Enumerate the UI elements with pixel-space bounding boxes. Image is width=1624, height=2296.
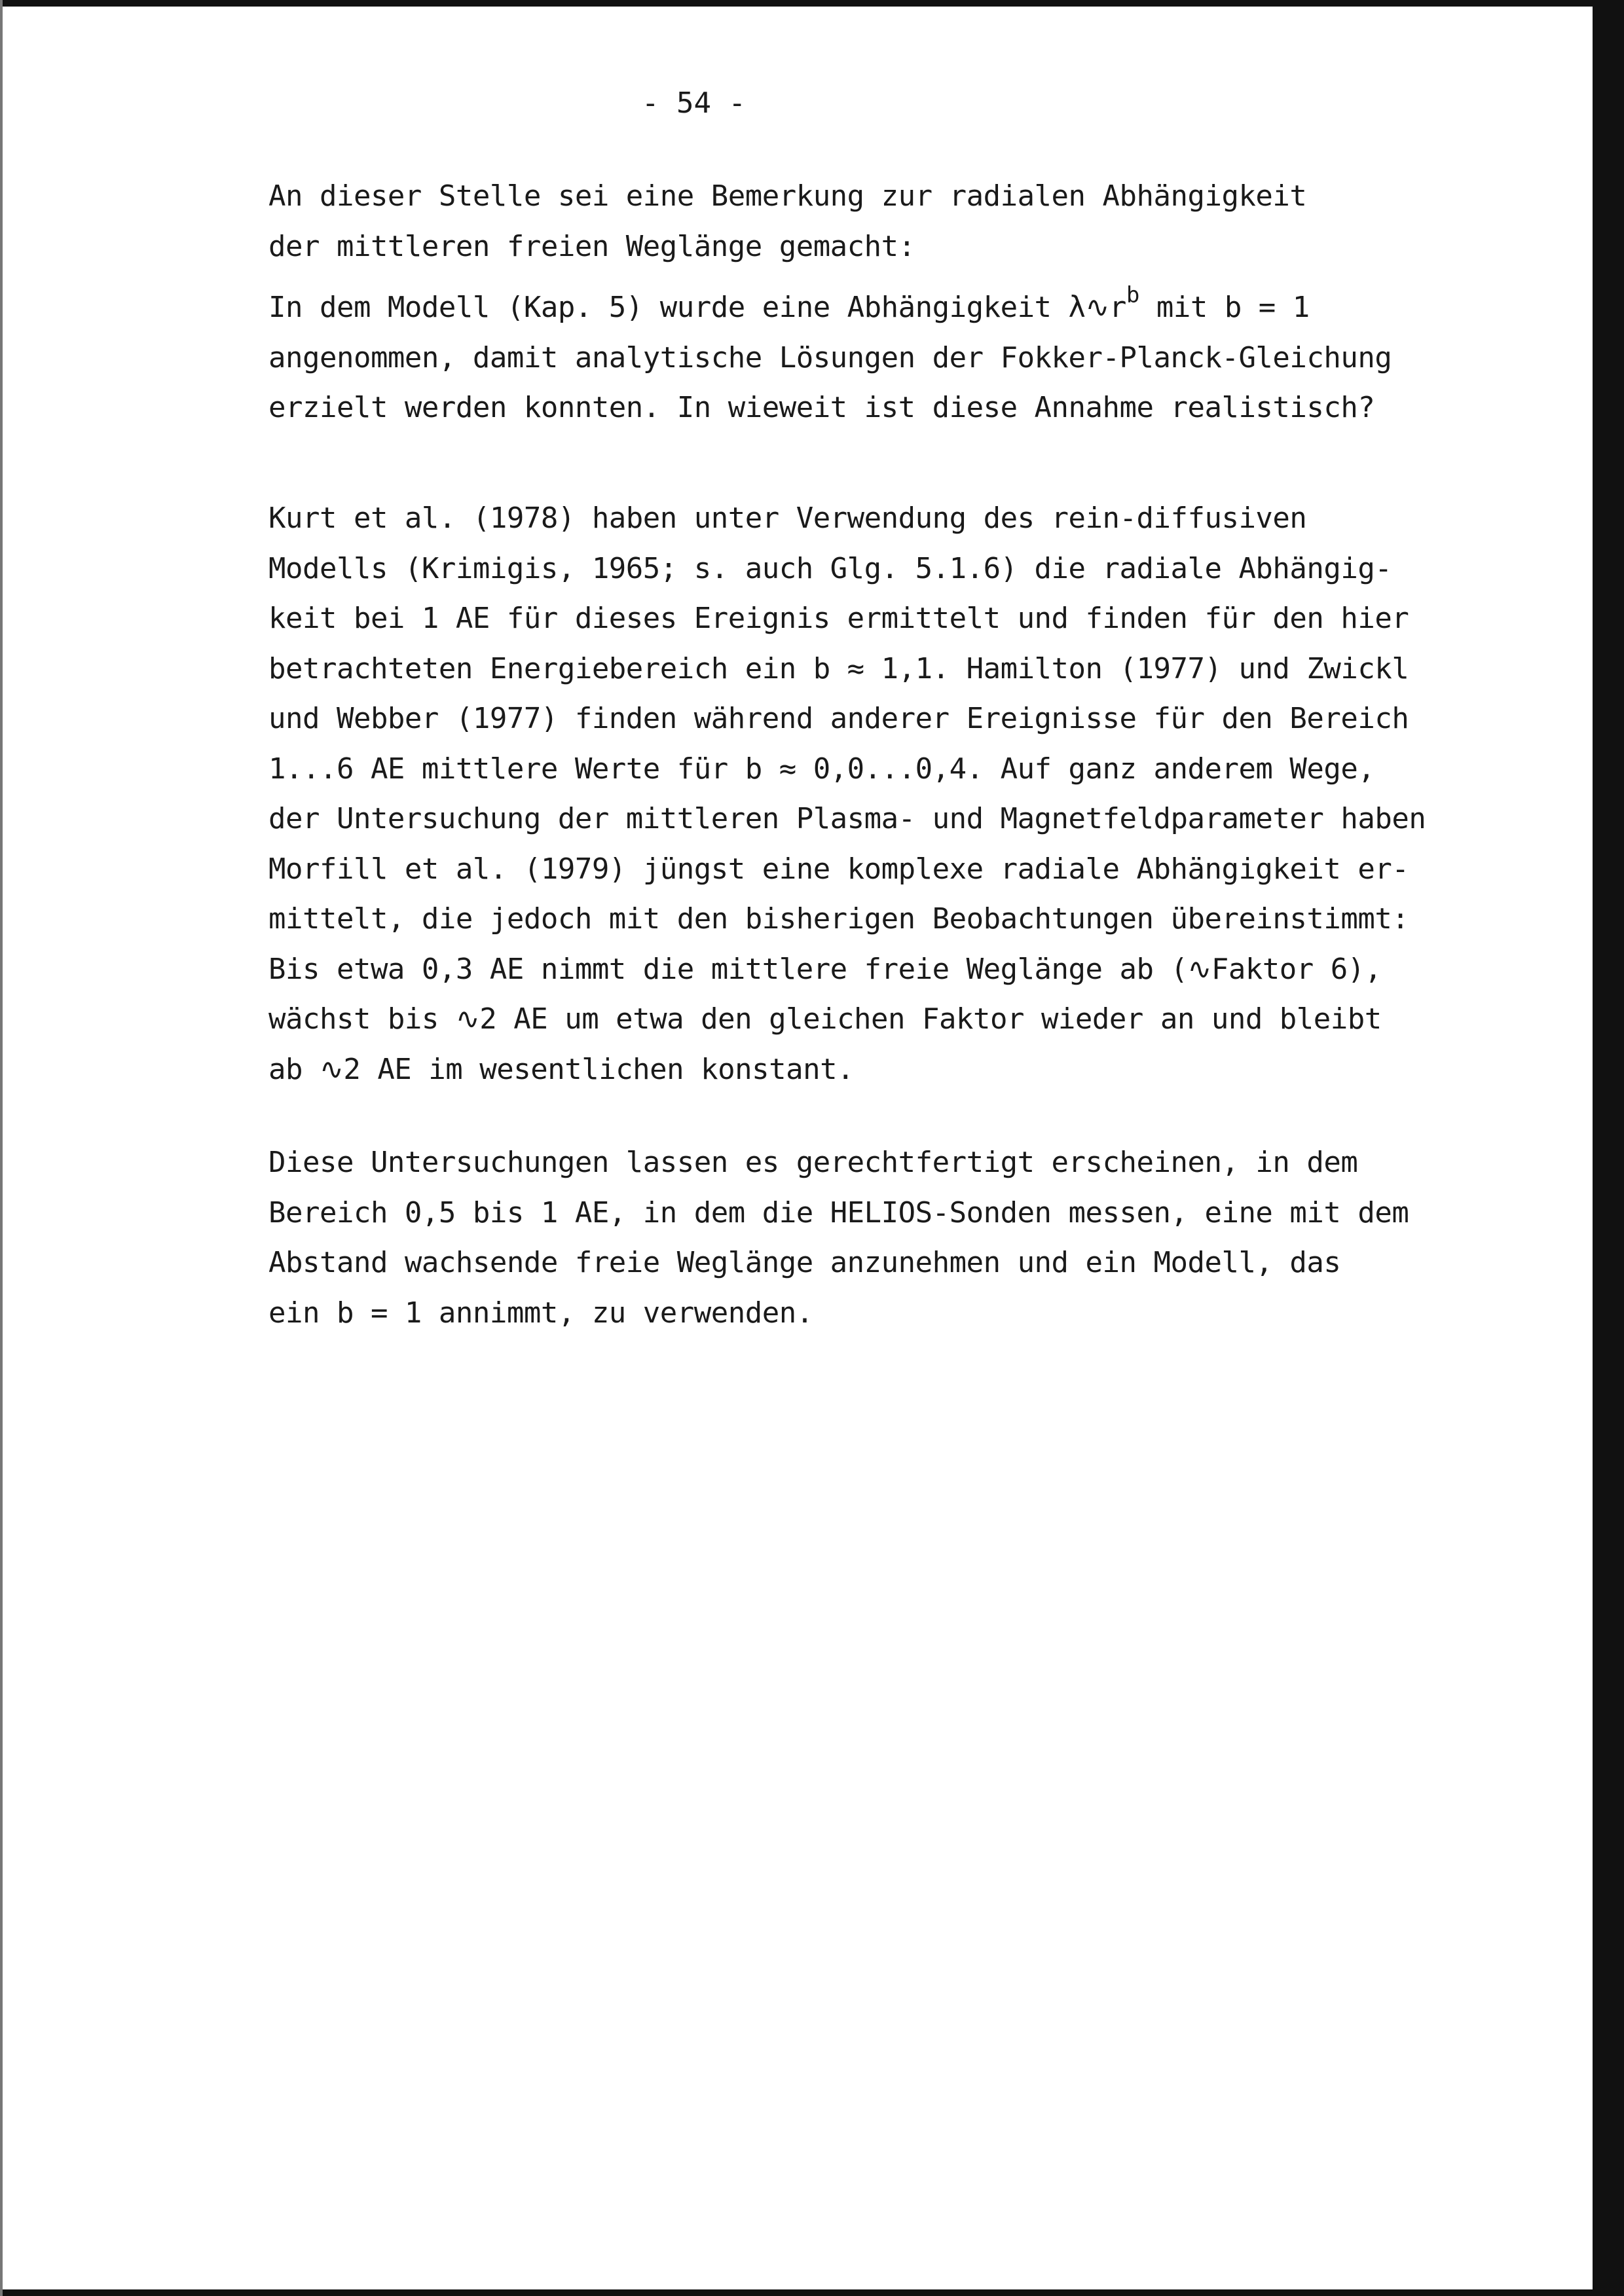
text-line: Bis etwa 0,3 AE nimmt die mittlere freie Weglänge ab (∿Faktor 6),: [268, 952, 1382, 986]
formula-text: In dem Modell (Kap. 5) wurde eine Abhängigkeit λ∿r: [268, 291, 1126, 324]
text-line: erzielt werden konnten. In wieweit ist diese Annahme realistisch?: [268, 391, 1375, 424]
text-line: wächst bis ∿2 AE um etwa den gleichen Faktor wieder an und bleibt: [268, 1002, 1382, 1036]
scan-border-left: [0, 0, 3, 2296]
scan-border-right: [1593, 0, 1624, 2296]
text-line: keit bei 1 AE für dieses Ereignis ermittelt und finden für den hier: [268, 602, 1409, 635]
text-line: der mittleren freien Weglänge gemacht:: [268, 229, 915, 263]
text-line: der Untersuchung der mittleren Plasma- und Magnetfeldparameter haben: [268, 802, 1426, 835]
text-line: ein b = 1 annimmt, zu verwenden.: [268, 1296, 813, 1330]
text-line: Kurt et al. (1978) haben unter Verwendung des rein-diffusiven: [268, 501, 1307, 535]
formula-text-after: mit b = 1: [1139, 291, 1310, 324]
paragraph-model-assumption: [268, 283, 1395, 433]
scan-border-bottom: [0, 2289, 1624, 2296]
paragraph-literature-review: [268, 494, 1426, 1095]
text-line: angenommen, damit analytische Lösungen der Fokker-Planck-Gleichung: [268, 340, 1392, 374]
superscript-exponent: b: [1126, 282, 1139, 308]
text-line: betrachteten Energiebereich ein b ≈ 1,1. Hamilton (1977) und Zwickl: [268, 651, 1409, 685]
paragraph-remark: [268, 172, 1395, 272]
text-line-with-formula: [268, 283, 1395, 333]
text-line: Abstand wachsende freie Weglänge anzunehmen und ein Modell, das: [268, 1246, 1341, 1279]
paragraph-conclusion: [268, 1138, 1409, 1338]
text-line: ab ∿2 AE im wesentlichen konstant.: [268, 1052, 855, 1086]
text-line: mittelt, die jedoch mit den bisherigen Beobachtungen übereinstimmt:: [268, 902, 1409, 936]
text-line: Bereich 0,5 bis 1 AE, in dem die HELIOS-Sonden messen, eine mit dem: [268, 1195, 1409, 1230]
text-line: Modells (Krimigis, 1965; s. auch Glg. 5.1.6) die radiale Abhängig-: [268, 551, 1392, 585]
text-line: 1...6 AE mittlere Werte für b ≈ 0,0...0,4. Auf ganz anderem Wege,: [268, 752, 1375, 786]
text-line: und Webber (1977) finden während anderer Ereignisse für den Bereich: [268, 702, 1409, 735]
scan-border-top: [0, 0, 1624, 7]
text-line: An dieser Stelle sei eine Bemerkung zur radialen Abhängigkeit: [268, 179, 1307, 213]
page-number: - 54 -: [642, 86, 746, 120]
text-line: Morfill et al. (1979) jüngst eine komplexe radiale Abhängigkeit er-: [268, 852, 1409, 886]
text-line: Diese Untersuchungen lassen es gerechtfertigt erscheinen, in dem: [268, 1146, 1358, 1179]
